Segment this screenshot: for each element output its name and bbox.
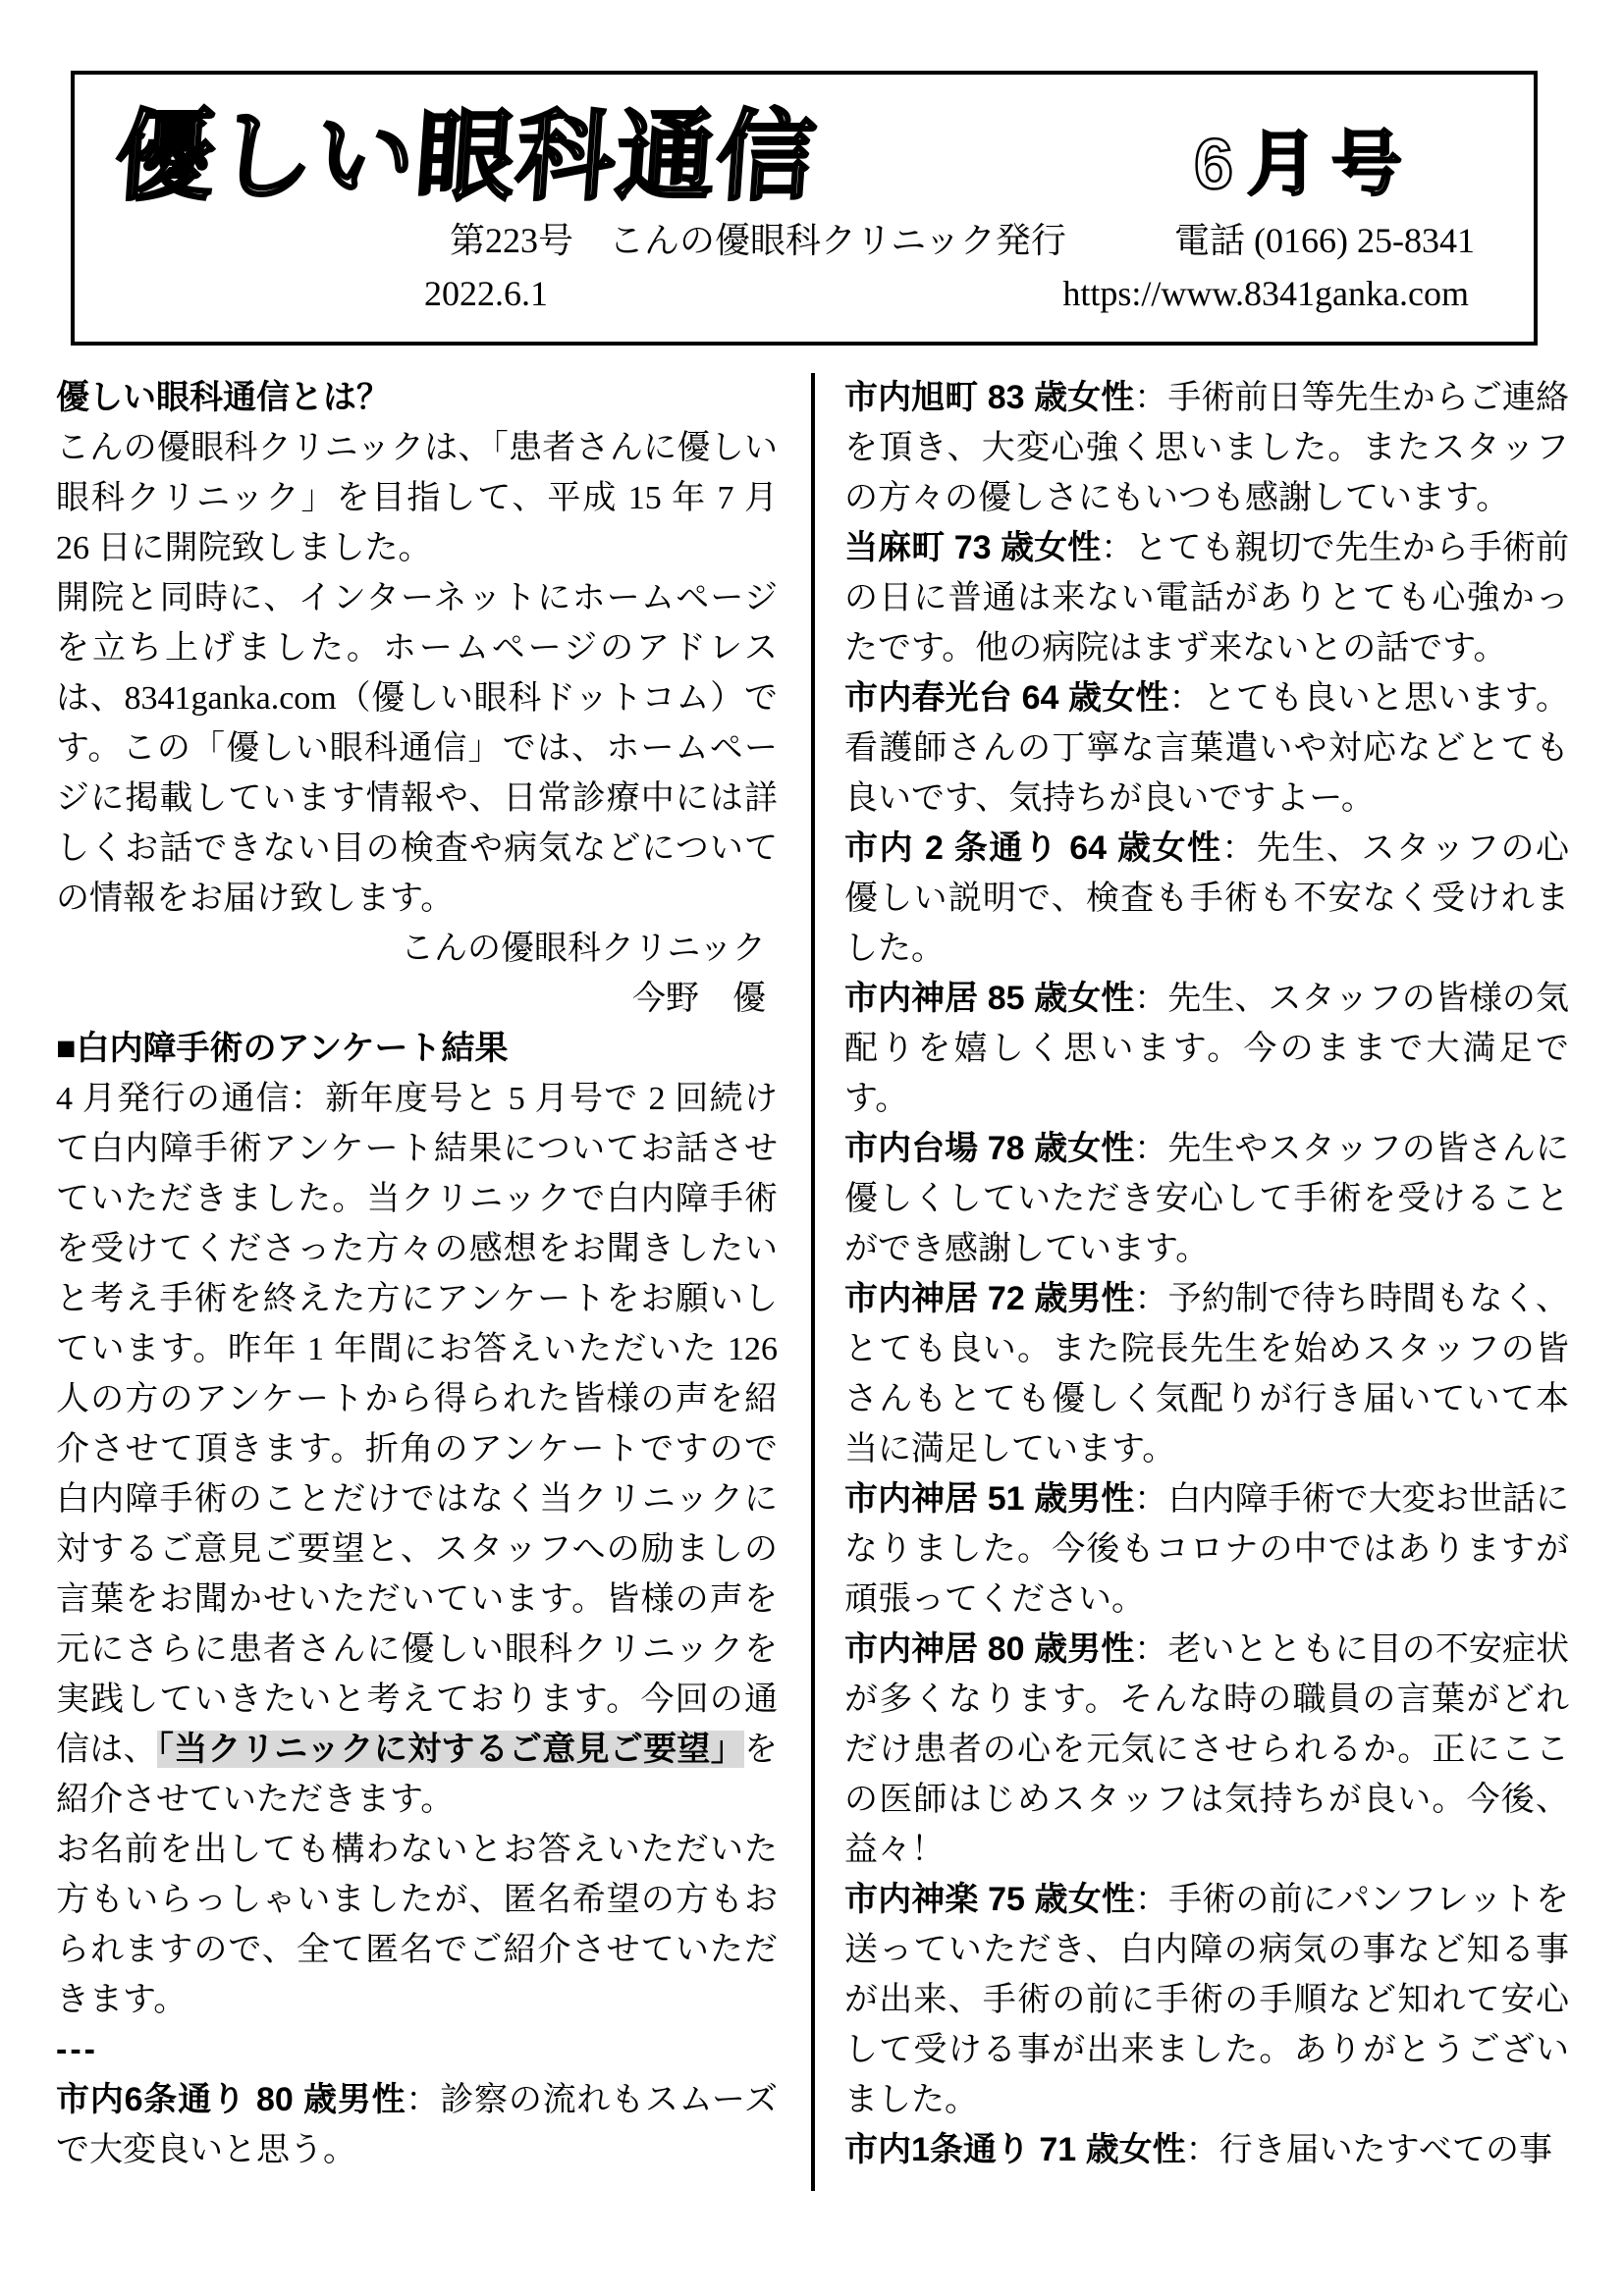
- masthead-box: [71, 71, 1538, 346]
- testimonial-name: 市内6条通り 80 歳男性: [56, 2081, 406, 2118]
- survey-paragraph: [56, 1074, 778, 1825]
- testimonial: [844, 523, 1569, 673]
- testimonial-name: 市内神居 85 歳女性: [844, 980, 1135, 1017]
- testimonial-name: 市内1条通り 71 歳女性: [844, 2131, 1186, 2168]
- testimonial-text: 予約制で待ち時間もなく、とても良い。また院長先生を始めスタッフの皆さんもとても優しく気配りが行き届いていて本当に満足しています。: [844, 1281, 1569, 1468]
- testimonial-colon: ：: [1134, 981, 1168, 1017]
- testimonial-text: 診察の流れもスムーズで大変良いと思う。: [56, 2082, 779, 2168]
- testimonial-text: 手術の前にパンフレットを送っていただき、白内障の病気の事など知る事が出来、手術の前に手術の手順など知れて安心して受ける事が出来ました。ありがとうございました。: [844, 1882, 1569, 2118]
- about-paragraph: 開院と同時に、インターネットにホームページを立ち上げました。ホームページのアドレスは、8341ganka.com（優しい眼科ドットコム）です。この「優しい眼科通信」では、ホームページに掲載しています情報や、日常診療中には詳しくお話できない目の検査や病気などについての情報をお届け致します。: [56, 580, 778, 917]
- survey-text-before: 4 月発行の通信：新年度号と 5 月号で 2 回続けて白内障手術アンケート結果についてお話させていただきました。当クリニックで白内障手術を受けてくださった方々の感想をお聞きしたいと考え手術を終えた方にアンケートをお願いしています。昨年 1 年間にお答えいただいた 126 人の方のアンケートから得られた皆様の声を紹介させて頂きます。折角のアンケートですので白内障手術のことだけではなく当クリニックに対するご意見ご要望と、スタッフへの励ましの言葉をお聞かせいただいています。皆様の声を元にさらに患者さんに優しい眼科クリニックを実践していきたいと考えております。今回の通信は、: [56, 1081, 778, 1768]
- anonymity-paragraph: お名前を出しても構わないとお答えいただいた方もいらっしゃいましたが、匿名希望の方もおられますので、全て匿名でご紹介させていただきます。: [56, 1832, 778, 2018]
- testimonial: [844, 974, 1569, 1124]
- testimonial: [844, 673, 1569, 824]
- testimonial-name: 市内神居 72 歳男性: [844, 1280, 1135, 1317]
- testimonial-name: 市内神居 80 歳男性: [844, 1630, 1135, 1668]
- website-url: https://www.8341ganka.com: [1062, 274, 1469, 313]
- testimonial-colon: ：: [406, 2082, 441, 2118]
- testimonial: [844, 373, 1569, 523]
- testimonial-colon: ：: [1134, 1481, 1168, 1518]
- testimonial-text: 手術前日等先生からご連絡を頂き、大変心強く思いました。またスタッフの方々の優しさにもいつも感謝しています。: [844, 380, 1569, 516]
- about-paragraph: こんの優眼科クリニックは、「患者さんに優しい眼科クリニック」を目指して、平成 15 年 7 月 26 日に開院致しました。: [56, 430, 778, 566]
- testimonial-text: 先生、スタッフの皆様の気配りを嬉しく思います。今のままで大満足です。: [844, 981, 1569, 1117]
- testimonial: [844, 1625, 1569, 1875]
- testimonial: [844, 1474, 1569, 1625]
- testimonial: [844, 1875, 1569, 2125]
- right-column: [844, 373, 1569, 2175]
- testimonial: [56, 2075, 778, 2175]
- testimonial-name: 市内春光台 64 歳女性: [844, 679, 1169, 717]
- testimonial-colon: ：: [1134, 1131, 1168, 1167]
- testimonial-name: 市内神楽 75 歳女性: [844, 1881, 1135, 1918]
- newsletter-title: 優しい眼科通信: [112, 102, 821, 212]
- testimonial-name: 当麻町 73 歳女性: [844, 529, 1102, 566]
- testimonial-text: とても良いと思います。看護師さんの丁寧な言葉遣いや対応などとても良いです、気持ちが良いですよー。: [844, 680, 1570, 817]
- testimonial-colon: ：: [1134, 1882, 1169, 1918]
- testimonial-colon: ：: [1134, 1631, 1168, 1668]
- testimonial-name: 市内台場 78 歳女性: [844, 1130, 1135, 1167]
- testimonial-name: 市内神居 51 歳男性: [844, 1480, 1135, 1518]
- issue-info-row: [75, 206, 1534, 263]
- testimonial-colon: ：: [1168, 680, 1203, 717]
- left-column: [56, 373, 778, 2175]
- testimonial-text: 先生、スタッフの心優しい説明で、検査も手術も不安なく受けれました。: [844, 830, 1570, 967]
- testimonial-name: 市内 2 条通り 64 歳女性: [844, 829, 1222, 867]
- testimonial-colon: ：: [1221, 830, 1258, 867]
- testimonial-colon: ：: [1185, 2132, 1219, 2168]
- phone-number: 電話 (0166) 25-8341: [1174, 221, 1475, 260]
- survey-text-after: を紹介させていただきます。: [56, 1732, 779, 1818]
- testimonial: [844, 2125, 1569, 2175]
- testimonial: [844, 824, 1569, 974]
- issue-date: 2022.6.1: [424, 274, 548, 313]
- testimonial: [844, 1274, 1569, 1474]
- about-section-heading: 優しい眼科通信とは？: [56, 379, 390, 416]
- masthead-title-row: [75, 75, 1534, 212]
- signature-clinic: こんの優眼科クリニック: [401, 931, 766, 967]
- date-info-row: [75, 263, 1534, 316]
- testimonial-colon: ：: [1134, 380, 1168, 416]
- testimonial-text: 行き届いたすべての事: [1218, 2132, 1552, 2168]
- highlighted-phrase: 「当クリニックに対するご意見ご要望」: [156, 1731, 745, 1768]
- signature-name: 今野 優: [632, 981, 766, 1017]
- testimonial-text: 白内障手術で大変お世話になりました。今後もコロナの中ではありますが頑張ってください。: [844, 1481, 1569, 1618]
- testimonial-colon: ：: [1101, 530, 1135, 566]
- testimonial-text: 老いとともに目の不安症状が多くなります。そんな時の職員の言葉がどれだけ患者の心を元気にさせられるか。正にここの医師はじめスタッフは気持ちが良い。今後、益々！: [844, 1631, 1569, 1868]
- testimonial-colon: ：: [1134, 1281, 1168, 1317]
- testimonial-text: 先生やスタッフの皆さんに優しくしていただき安心して手術を受けることができ感謝しています。: [844, 1131, 1569, 1267]
- two-column-body: [56, 373, 1569, 2175]
- testimonial-name: 市内旭町 83 歳女性: [844, 379, 1135, 416]
- survey-section-heading: ■白内障手術のアンケート結果: [56, 1030, 509, 1067]
- testimonial: [844, 1124, 1569, 1274]
- dash-divider: ---: [56, 2031, 98, 2068]
- testimonial-text: とても親切で先生から手術前の日に普通は来ない電話がありとても心強かったです。他の病院はまず来ないとの話です。: [844, 530, 1569, 667]
- issue-number-publisher: 第223号 こんの優眼科クリニック発行: [450, 221, 1066, 260]
- issue-month-label: 6月号: [1193, 126, 1416, 204]
